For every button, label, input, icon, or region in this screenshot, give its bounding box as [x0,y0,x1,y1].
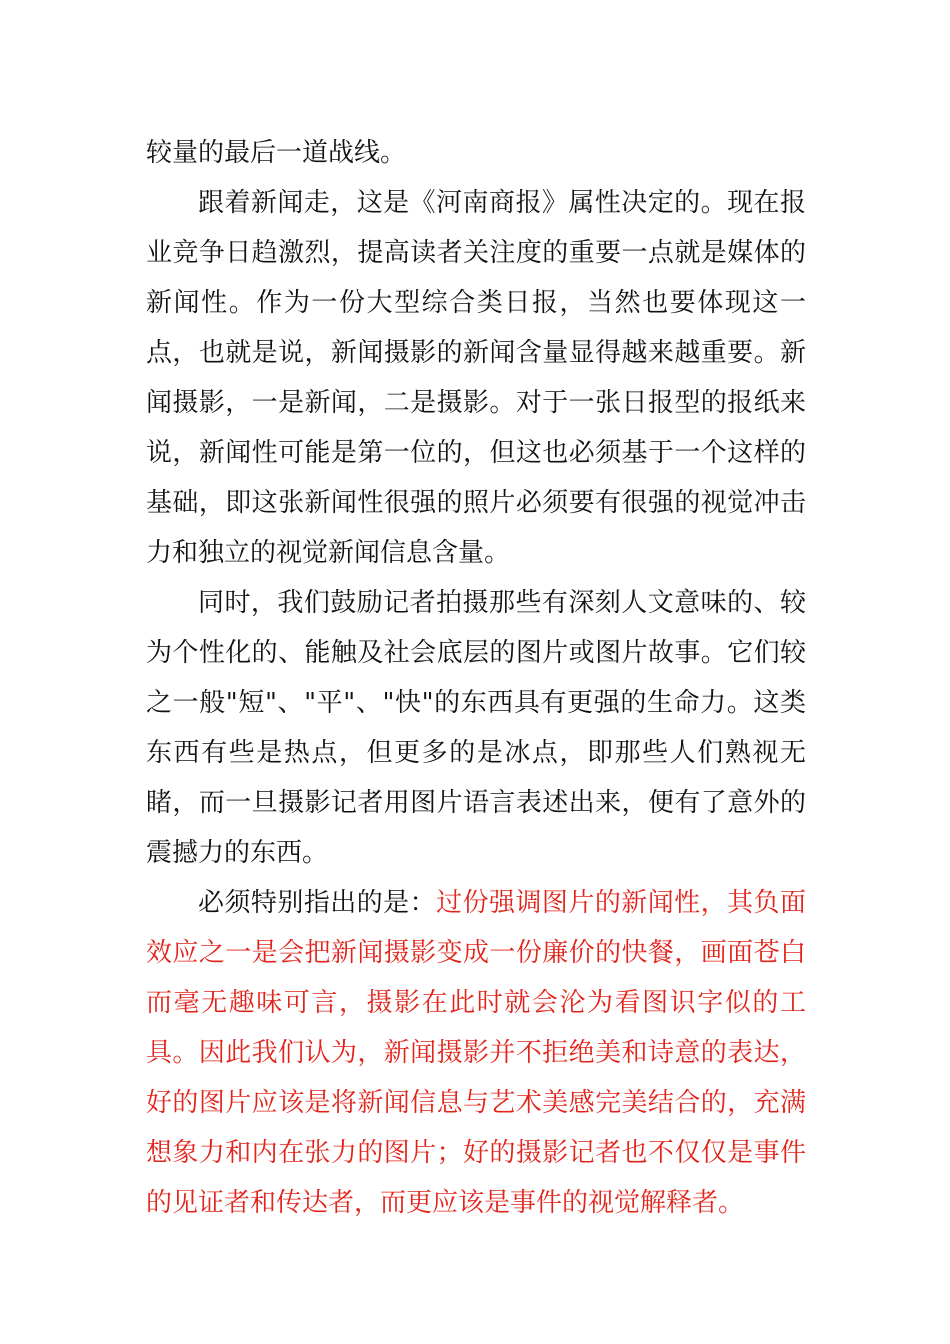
paragraph-highlight-note [146,878,806,1228]
paragraph-continuation: 较量的最后一道战线。 [146,138,407,168]
paragraph-lead-text: 必须特别指出的是： [198,888,437,918]
paragraph-humanistic-photos: 同时，我们鼓励记者拍摄那些有深刻人文意味的、较为个性化的、能触及社会底层的图片或图片故事。它们较之一般"短"、"平"、"快"的东西具有更强的生命力。这类东西有些是热点，但更多的是冰点，即那些人们熟视无睹，而一旦摄影记者用图片语言表述出来，便有了意外的震撼力的东西。 [146,588,806,868]
highlighted-text: 过份强调图片的新闻性，其负面效应之一是会把新闻摄影变成一份廉价的快餐，画面苍白而毫无趣味可言，摄影在此时就会沦为看图识字似的工具。因此我们认为，新闻摄影并不拒绝美和诗意的表达，好的图片应该是将新闻信息与艺术美感完美结合的，充满想象力和内在张力的图片；好的摄影记者也不仅仅是事件的见证者和传达者，而更应该是事件的视觉解释者。 [146,888,806,1218]
paragraph-news-following: 跟着新闻走，这是《河南商报》属性决定的。现在报业竞争日趋激烈，提高读者关注度的重要一点就是媒体的新闻性。作为一份大型综合类日报，当然也要体现这一点，也就是说，新闻摄影的新闻含量显得越来越重要。新闻摄影，一是新闻，二是摄影。对于一张日报型的报纸来说，新闻性可能是第一位的，但这也必须基于一个这样的基础，即这张新闻性很强的照片必须要有很强的视觉冲击力和独立的视觉新闻信息含量。 [146,188,806,568]
document-body [146,128,806,1228]
